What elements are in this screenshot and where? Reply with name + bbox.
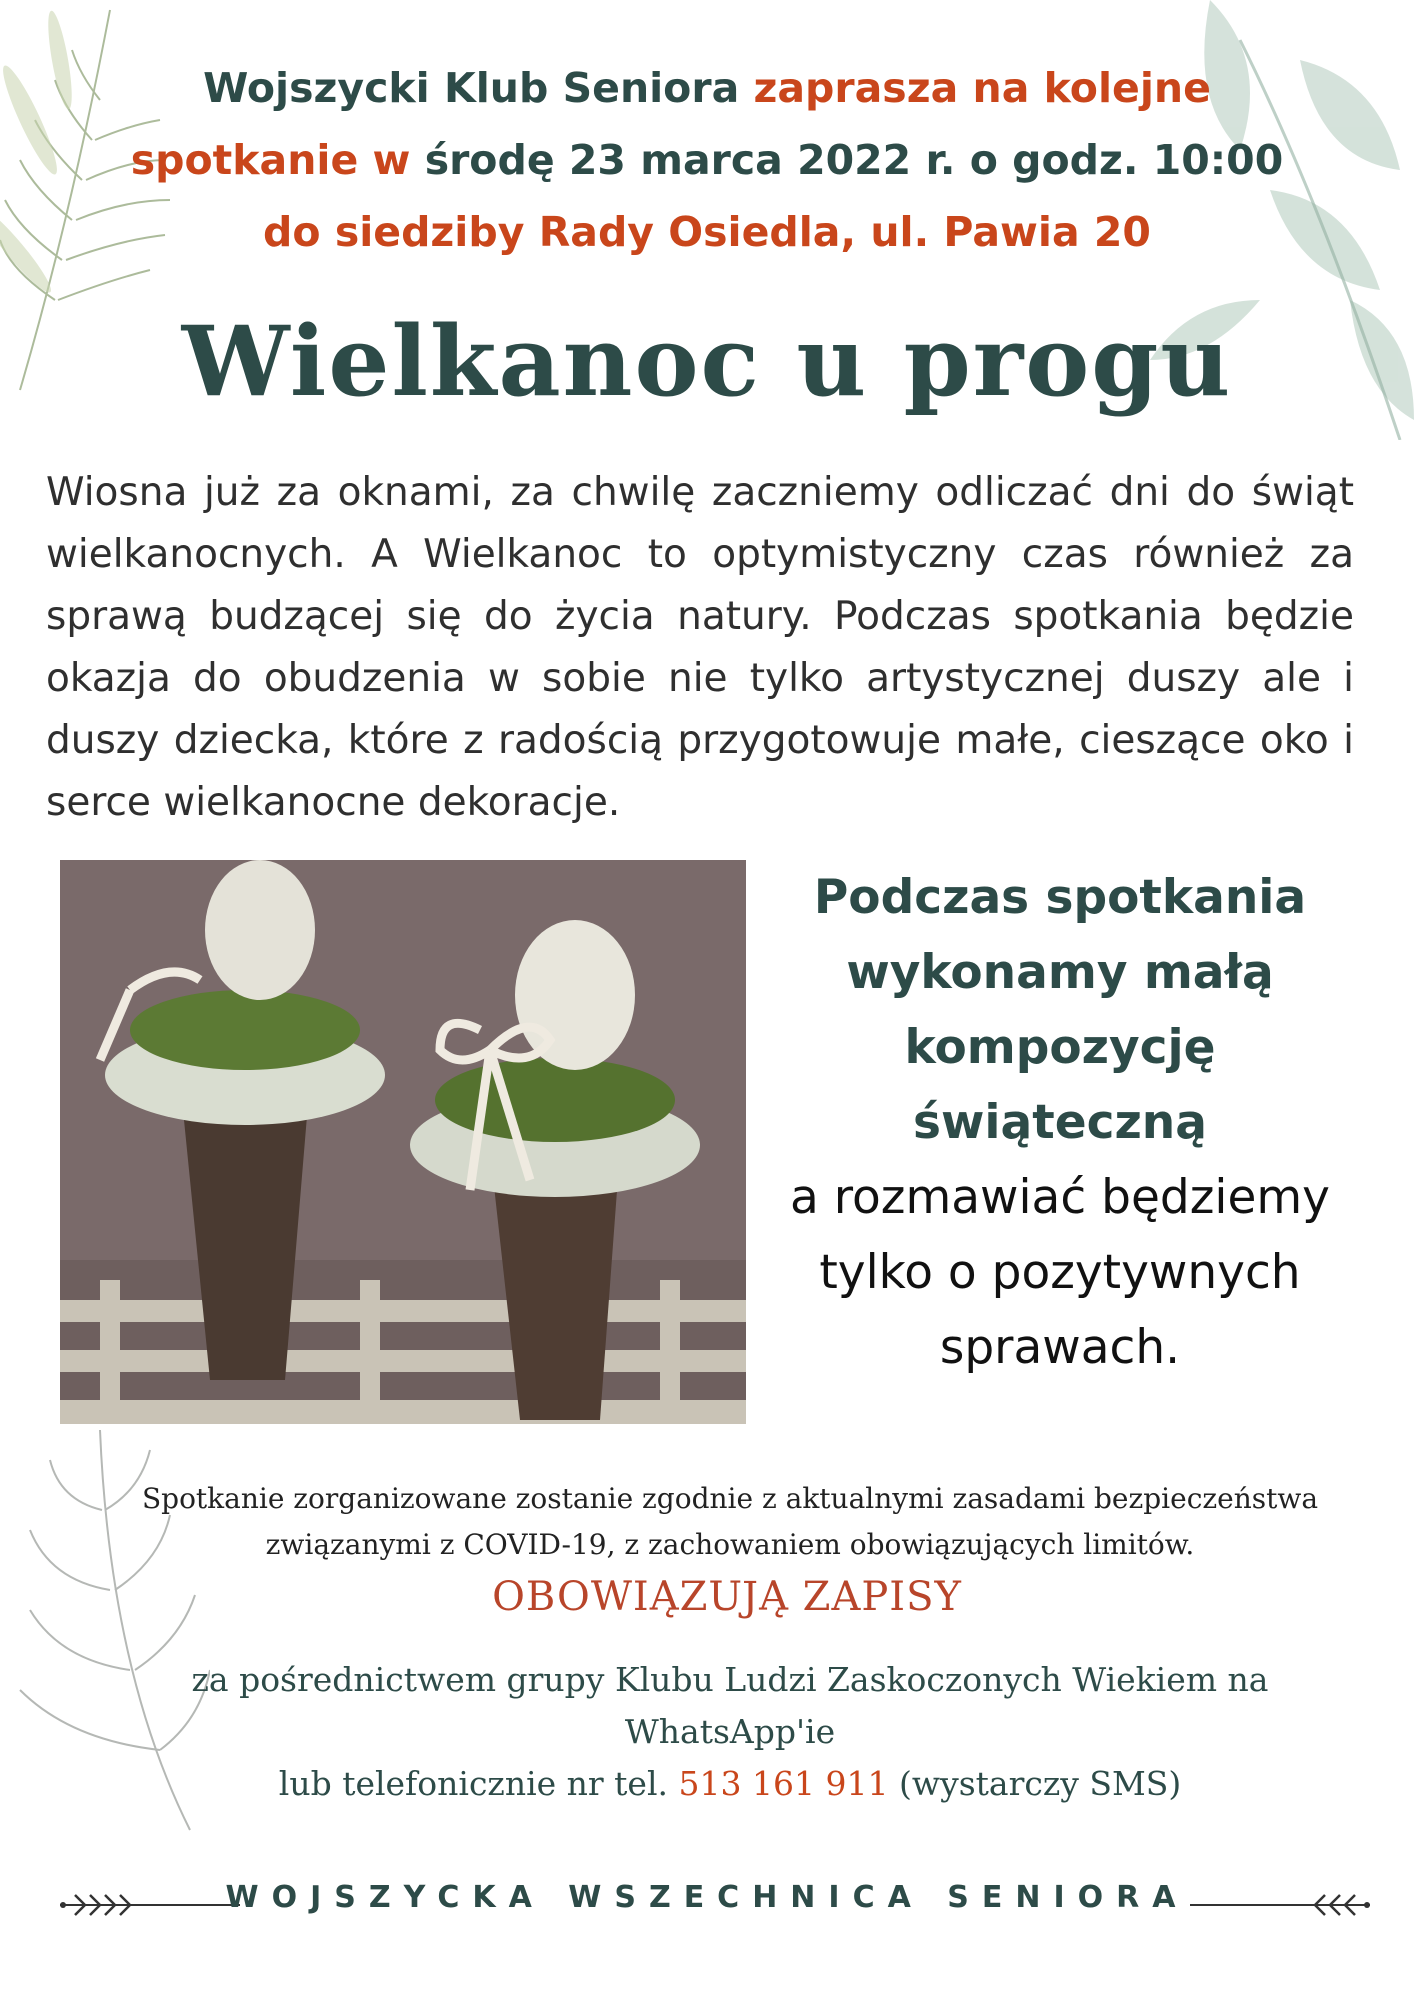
club-name: Wojszycki Klub Seniora <box>203 64 740 112</box>
meeting-location: do siedziby Rady Osiedla, ul. Pawia 20 <box>263 208 1151 256</box>
event-header <box>80 52 1334 268</box>
covid-notice <box>100 1476 1360 1568</box>
workshop-description <box>760 860 1360 1385</box>
covid-line-1: Spotkanie zorganizowane zostanie zgodnie z aktualnymi zasadami bezpieczeństwa <box>141 1482 1319 1515</box>
covid-line-2: związanymi z COVID-19, z zachowaniem obowiązujących limitów. <box>265 1528 1195 1561</box>
conversation-line-3: sprawach. <box>939 1320 1181 1375</box>
workshop-line-3: kompozycję <box>904 1020 1216 1075</box>
easter-decoration-photo <box>60 860 746 1424</box>
workshop-line-1: Podczas spotkania <box>813 870 1307 925</box>
registration-required: OBOWIĄZUJĄ ZAPISY <box>492 1574 962 1620</box>
whatsapp-group-line: za pośrednictwem grupy Klubu Ludzi Zaskoczonych Wiekiem na <box>191 1660 1269 1699</box>
footer-organization: WOJSZYCKA WSZECHNICA SENIORA <box>225 1880 1189 1915</box>
phone-prefix: lub telefonicznie nr tel. <box>278 1764 679 1803</box>
conversation-line-1: a rozmawiać będziemy <box>790 1170 1330 1225</box>
meeting-word: spotkanie w <box>130 136 425 184</box>
conversation-line-2: tylko o pozytywnych <box>819 1245 1301 1300</box>
phone-suffix: (wystarczy SMS) <box>888 1764 1182 1803</box>
phone-line <box>150 1758 1310 1810</box>
invite-text: zaprasza na kolejne <box>753 64 1211 112</box>
whatsapp-label: WhatsApp'ie <box>624 1712 836 1751</box>
intro-paragraph: Wiosna już za oknami, za chwilę zaczniemy odliczać dni do świąt wielkanocnych. A Wielkanoc to optymistyczny czas również za sprawą budzącej się do życia natury. Podczas spotkania będzie okazja do obudzenia w sobie nie tylko artystycznej duszy ale i duszy dziecka, które z radością przygotowuje małe, cieszące oko i serce wielkanocne dekoracje. <box>46 470 1354 825</box>
workshop-line-4: świąteczną <box>913 1095 1207 1150</box>
contact-info <box>150 1654 1310 1810</box>
poster-title: Wielkanoc u progu <box>181 305 1233 418</box>
phone-number: 513 161 911 <box>678 1764 889 1803</box>
workshop-line-2: wykonamy małą <box>846 945 1274 1000</box>
meeting-date-time: środę 23 marca 2022 r. o godz. 10:00 <box>424 136 1284 184</box>
